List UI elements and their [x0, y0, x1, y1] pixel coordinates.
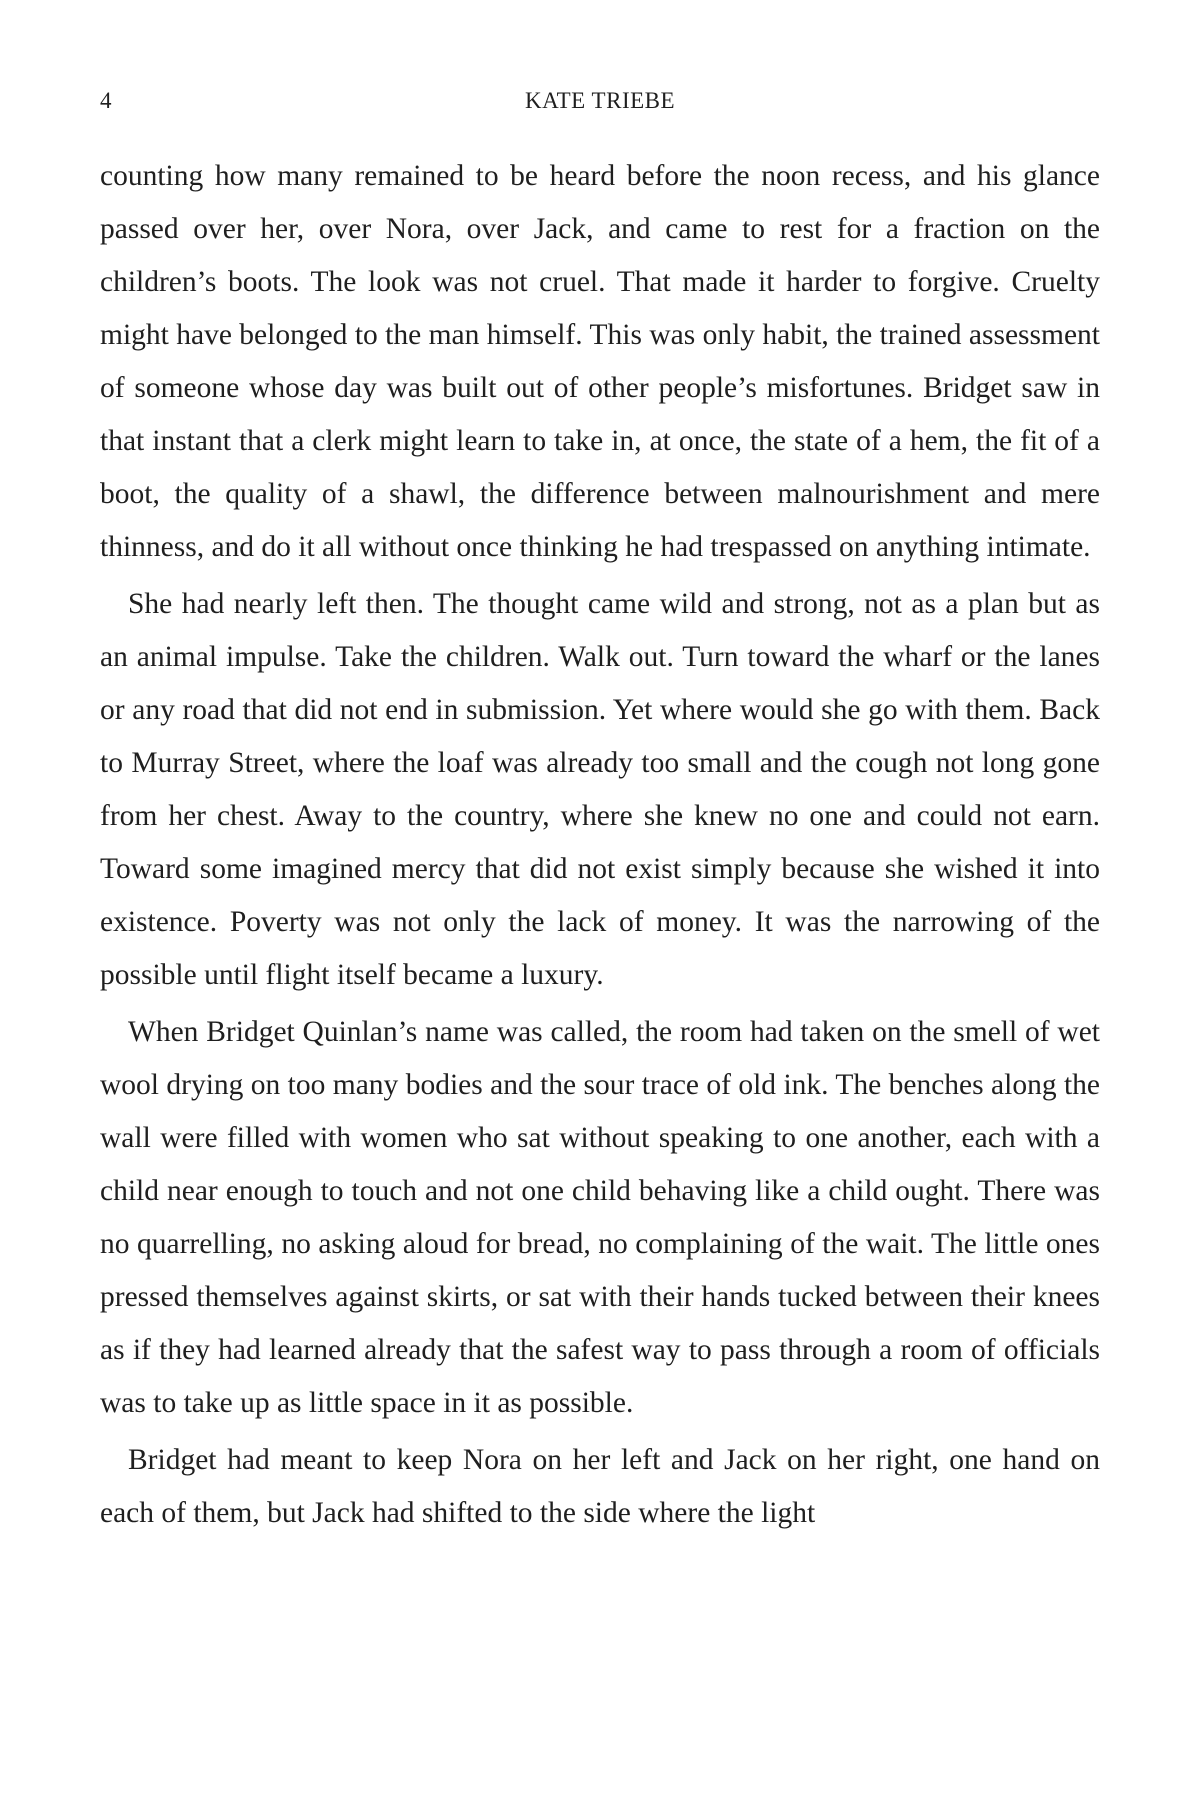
- running-head-author: KATE TRIEBE: [524, 88, 676, 113]
- paragraph-continued: counting how many remained to be heard before the noon recess, and his glance passed over her, over Nora, over Jack, and came to rest for a fraction on the children’s boots. The look was not cruel. That made it harder to forgive. Cruelty might have belonged to the man himself. This was only habit, the trained assessment of someone whose day was built out of other people’s misfortunes. Bridget saw in that instant that a clerk might learn to take in, at once, the state of a hem, the fit of a boot, the quality of a shawl, the difference between malnourishment and mere thinness, and do it all without once thinking he had trespassed on anything intimate.: [100, 160, 1100, 563]
- paragraph: Bridget had meant to keep Nora on her left and Jack on her right, one hand on each of them, but Jack had shifted to the side where the light: [100, 1444, 1100, 1529]
- paragraph: She had nearly left then. The thought came wild and strong, not as a plan but as an animal impulse. Take the children. Walk out. Turn toward the wharf or the lanes or any road that did not end in submission. Yet where would she go with them. Back to Murray Street, where the loaf was already too small and the cough not long gone from her chest. Away to the country, where she knew no one and could not earn. Toward some imagined mercy that did not exist simply because she wished it into existence. Poverty was not only the lack of money. It was the narrowing of the possible until flight itself became a luxury.: [100, 588, 1100, 991]
- page-number: 4: [100, 88, 112, 113]
- running-head: [0, 88, 1200, 118]
- paragraph: When Bridget Quinlan’s name was called, the room had taken on the smell of wet wool drying on too many bodies and the sour trace of old ink. The benches along the wall were filled with women who sat without speaking to one another, each with a child near enough to touch and not one child behaving like a child ought. There was no quarrelling, no asking aloud for bread, no complaining of the wait. The little ones pressed themselves against skirts, or sat with their hands tucked between their knees as if they had learned already that the safest way to pass through a room of officials was to take up as little space in it as possible.: [100, 1016, 1100, 1419]
- body-text: [100, 150, 1100, 1544]
